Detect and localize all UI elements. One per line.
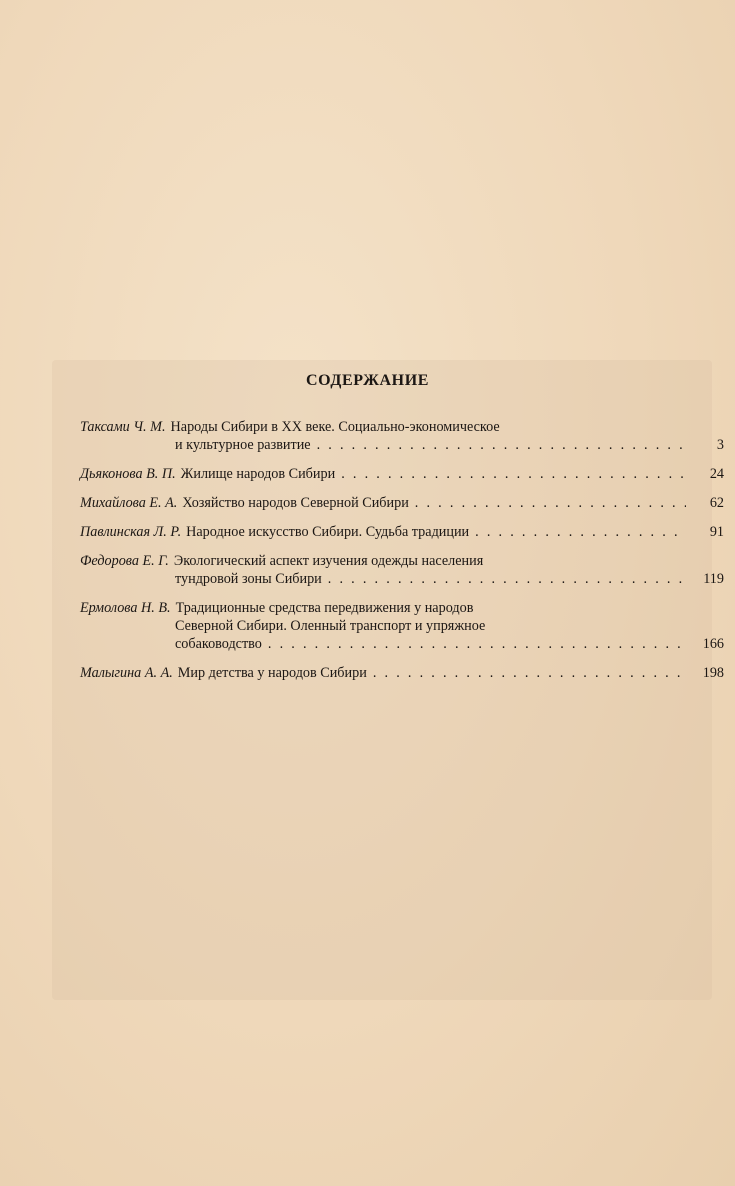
toc-entry-page: 198 (702, 665, 724, 681)
toc-entry-title: Северной Сибири. Оленный транспорт и упряжное (175, 618, 486, 634)
leader-dots (328, 570, 686, 588)
toc-entry-title: Народное искусство Сибири. Судьба традиции (186, 524, 470, 540)
leader-dots (268, 635, 686, 653)
toc-entry (80, 494, 724, 512)
toc-entry-author: Михайлова Е. А. (80, 495, 178, 511)
toc-entry-author: Павлинская Л. Р. (80, 524, 182, 540)
toc-entry (80, 552, 724, 588)
table-of-contents (80, 418, 724, 693)
leader-dots (317, 436, 686, 454)
toc-entry-title: собаководство (175, 636, 262, 652)
toc-entry-title: Традиционные средства передвижения у народов (175, 600, 474, 616)
leader-dots (415, 494, 686, 512)
toc-entry-page: 166 (702, 636, 724, 652)
toc-entry (80, 418, 724, 454)
toc-entry-author: Федорова Е. Г. (80, 553, 169, 569)
toc-entry (80, 523, 724, 541)
toc-entry-title: Экологический аспект изучения одежды населения (173, 553, 484, 569)
show-through-text (80, 60, 700, 82)
toc-entry (80, 465, 724, 483)
toc-entry-page: 62 (709, 495, 724, 511)
toc-entry-title: Хозяйство народов Северной Сибири (182, 495, 409, 511)
toc-entry (80, 664, 724, 682)
toc-entry-page: 91 (709, 524, 724, 540)
toc-entry-author: Малыгина А. А. (80, 665, 173, 681)
toc-entry-title: Жилище народов Сибири (180, 466, 336, 482)
toc-entry-page: 3 (716, 437, 724, 453)
page-title: СОДЕРЖАНИЕ (305, 372, 430, 389)
leader-dots (341, 465, 686, 483)
toc-entry-author: Дьяконова В. П. (80, 466, 176, 482)
toc-entry-title: тундровой зоны Сибири (175, 571, 322, 587)
toc-entry-page: 119 (703, 571, 724, 587)
toc-entry-title: и культурное развитие (175, 437, 311, 453)
toc-entry-author: Ермолова Н. В. (80, 600, 171, 616)
leader-dots (475, 523, 686, 541)
toc-entry (80, 599, 724, 653)
toc-entry-author: Таксами Ч. М. (80, 419, 166, 435)
toc-entry-title: Народы Сибири в XX веке. Социально-экономическое (170, 419, 500, 435)
leader-dots (373, 664, 686, 682)
toc-entry-title: Мир детства у народов Сибири (177, 665, 367, 681)
toc-entry-page: 24 (709, 466, 724, 482)
